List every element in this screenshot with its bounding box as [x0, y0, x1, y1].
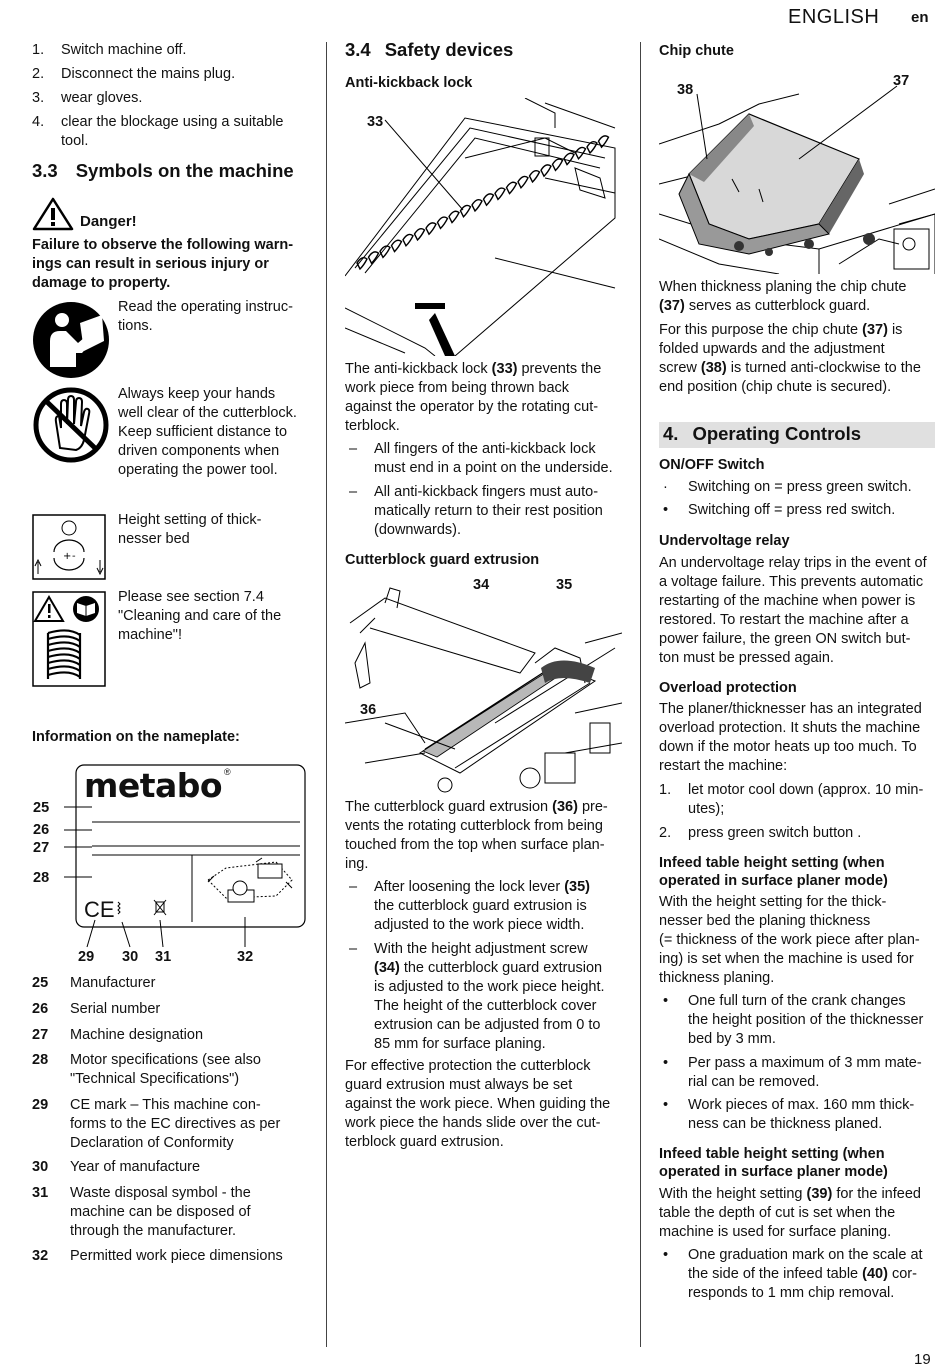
paragraph: For this purpose the chip chute (37) is folded upwards and the adjustment screw (38) is turned anti-clockwise to the end position (chip chute is secured).: [659, 322, 921, 395]
step-number: 2.: [32, 66, 45, 82]
step-text: tool.: [61, 133, 89, 149]
callout-label: 32: [237, 949, 254, 965]
subsection-heading: Undervoltage relay: [659, 533, 790, 549]
callout-label: 35: [556, 577, 573, 593]
subsection-heading: Anti-kickback lock: [345, 75, 473, 91]
symbol-description: Read the operating instruc- tions.: [118, 299, 293, 334]
paragraph: With the height setting (39) for the infeed table the depth of cut is set when the machine is used for surface planing.: [659, 1186, 921, 1240]
callout-label: 37: [893, 73, 910, 89]
callout-label: 31: [155, 949, 172, 965]
step-number: 4.: [32, 114, 45, 130]
subsection-heading: Infeed table height setting (when operated in surface planer mode): [659, 1146, 888, 1180]
read-manual-icon: [32, 301, 110, 379]
step-text: Switch machine off.: [61, 42, 187, 58]
subsection-heading: Infeed table height setting (when operated in surface planer mode): [659, 855, 888, 889]
danger-label: Danger!: [80, 213, 137, 230]
callout-label: 29: [78, 949, 95, 965]
warning-text: Failure to observe the following warn- ings can result in serious injury or damage to property.: [32, 237, 294, 291]
section-heading: 4. Operating Controls: [663, 423, 861, 444]
paragraph: For effective protection the cutterblock guard extrusion must always be set against the work piece. When guiding the work piece the hands slide over the cut- terblock guard extrusion.: [345, 1058, 611, 1150]
ce-mark: CE: [84, 897, 115, 922]
callout-label: 25: [33, 800, 50, 816]
subsection-heading: Cutterblock guard extrusion: [345, 552, 540, 568]
registered-mark: ®: [224, 767, 231, 777]
chip-chute-figure: [659, 64, 935, 274]
height-setting-icon: [32, 514, 106, 580]
nameplate-brand-logo: metabo: [84, 766, 223, 805]
subsection-heading: Chip chute: [659, 43, 734, 59]
paragraph: When thickness planing the chip chute (37) serves as cutterblock guard.: [659, 279, 907, 314]
svg-text:+: +: [63, 551, 72, 562]
page-number: 19: [914, 1351, 931, 1368]
step-number: 3.: [32, 90, 45, 106]
language-code: en: [911, 9, 929, 26]
callout-label: 38: [677, 82, 694, 98]
column-divider: [326, 42, 327, 1347]
callout-label: 34: [473, 577, 490, 593]
section-heading: 3.4 Safety devices: [345, 39, 514, 60]
anti-kickback-lock-figure: [345, 98, 620, 356]
paragraph: With the height setting for the thick- nesser bed the planing thickness (= thickness of the work piece after plan- ing) is set when the machine is used for thickness planing.: [659, 894, 920, 986]
step-number: 1.: [32, 42, 45, 58]
no-hands-icon: [32, 386, 110, 464]
symbol-description: Height setting of thick- nesser bed: [118, 512, 262, 547]
callout-label: 36: [360, 702, 377, 718]
step-text: wear gloves.: [61, 90, 143, 106]
nameplate-heading: Information on the nameplate:: [32, 729, 240, 745]
language-header: ENGLISH: [788, 6, 880, 28]
svg-text:-: -: [72, 551, 76, 562]
cutterblock-guard-figure: [345, 573, 622, 793]
paragraph: The planer/thicknesser has an integrated overload protection. It shuts the machine down if the motor heats up too much. To restart the machine:: [659, 701, 922, 774]
symbol-description: Always keep your hands well clear of the cutterblock. Keep sufficient distance to driven components when operating the power tool.: [118, 386, 297, 478]
callout-label: 27: [33, 840, 50, 856]
paragraph: An undervoltage relay trips in the event of a voltage failure. This prevents automatic restarting of the machine when power is restored. To restart the machine after a power failure, the green ON switch but- ton must be pressed again.: [659, 555, 927, 666]
callout-label: 33: [367, 114, 384, 130]
warning-triangle-icon: [32, 197, 74, 231]
paragraph: The cutterblock guard extrusion (36) pre- vents the rotating cutterblock from being touched from the top when surface plan- ing.: [345, 799, 608, 872]
step-text: Disconnect the mains plug.: [61, 66, 236, 82]
subsection-heading: Overload protection: [659, 680, 797, 696]
callout-label: 30: [122, 949, 139, 965]
paragraph: The anti-kickback lock (33) prevents the work piece from being thrown back against the operator by the rotating cut- terblock.: [345, 361, 602, 434]
symbol-description: Please see section 7.4 "Cleaning and care of the machine"!: [118, 589, 282, 643]
section-heading: 3.3 Symbols on the machine: [32, 160, 294, 181]
step-text: clear the blockage using a suitable: [61, 114, 284, 130]
callout-label: 28: [33, 870, 50, 886]
cleaning-care-icon: [32, 591, 106, 687]
column-divider: [640, 42, 641, 1347]
subsection-heading: ON/OFF Switch: [659, 457, 765, 473]
callout-label: 26: [33, 822, 50, 838]
